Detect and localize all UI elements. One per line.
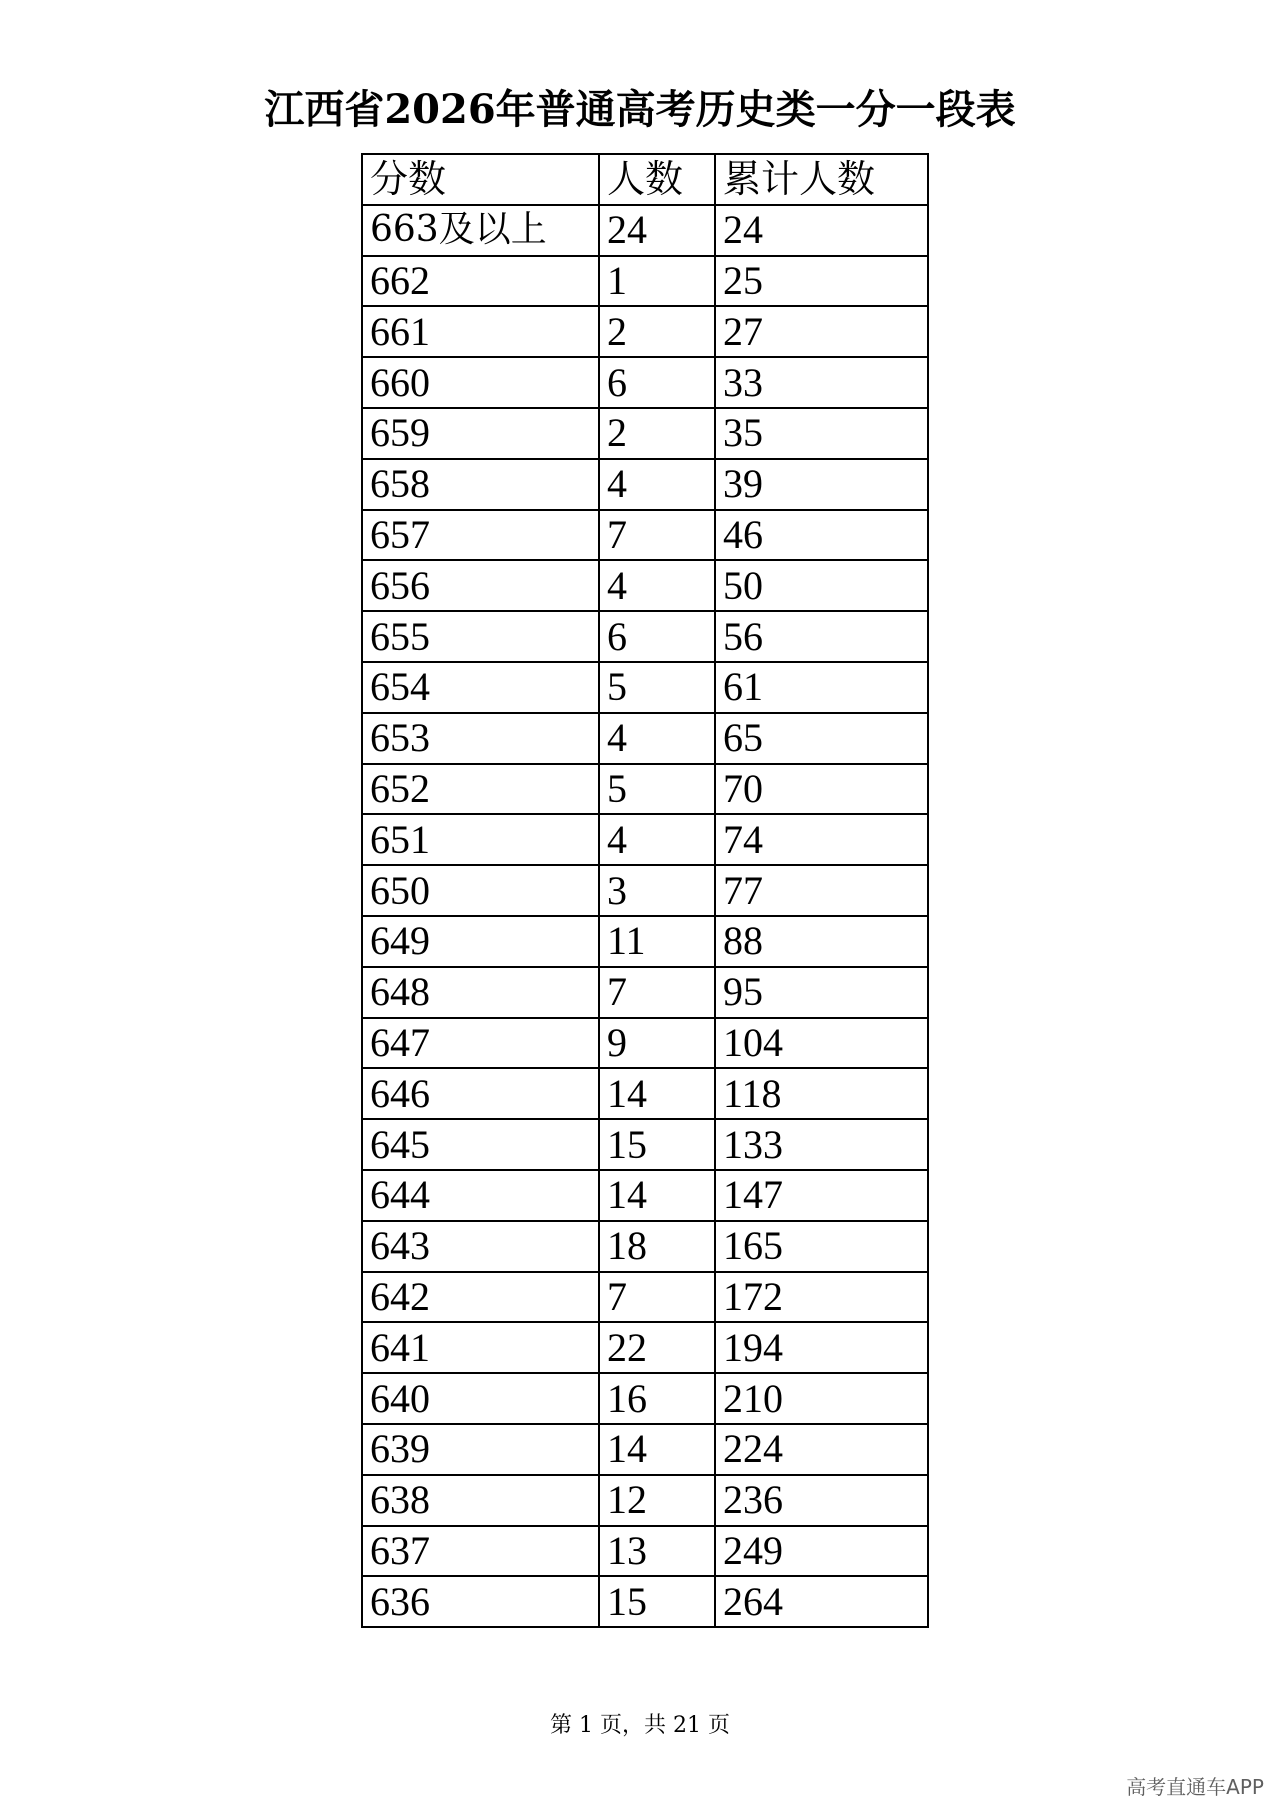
score-cell: 647 (362, 1018, 599, 1069)
table-row (362, 560, 928, 611)
table-row (362, 1373, 928, 1424)
cumulative-cell: 65 (715, 713, 928, 764)
score-cell: 642 (362, 1272, 599, 1323)
table-row (362, 1018, 928, 1069)
score-cell: 639 (362, 1424, 599, 1475)
table-row (362, 1221, 928, 1272)
cumulative-cell: 104 (715, 1018, 928, 1069)
score-cell: 656 (362, 560, 599, 611)
score-cell: 657 (362, 510, 599, 561)
count-cell: 15 (599, 1576, 715, 1627)
count-cell: 5 (599, 764, 715, 815)
cumulative-cell: 95 (715, 967, 928, 1018)
cumulative-cell: 61 (715, 662, 928, 713)
count-cell: 18 (599, 1221, 715, 1272)
table-row (362, 1068, 928, 1119)
cumulative-cell: 46 (715, 510, 928, 561)
cumulative-cell: 264 (715, 1576, 928, 1627)
cumulative-cell: 35 (715, 408, 928, 459)
cumulative-cell: 147 (715, 1170, 928, 1221)
count-cell: 14 (599, 1068, 715, 1119)
count-cell: 4 (599, 459, 715, 510)
table-row (362, 967, 928, 1018)
score-cell: 637 (362, 1526, 599, 1577)
count-cell: 4 (599, 713, 715, 764)
cumulative-cell: 236 (715, 1475, 928, 1526)
table-row (362, 306, 928, 357)
cumulative-cell: 165 (715, 1221, 928, 1272)
score-cell: 654 (362, 662, 599, 713)
table-row (362, 1119, 928, 1170)
cumulative-cell: 77 (715, 865, 928, 916)
count-cell: 2 (599, 306, 715, 357)
cumulative-cell: 172 (715, 1272, 928, 1323)
table-row (362, 408, 928, 459)
score-cell: 640 (362, 1373, 599, 1424)
count-cell: 3 (599, 865, 715, 916)
count-cell: 16 (599, 1373, 715, 1424)
watermark-logo: 高考直通车APP (1126, 1775, 1264, 1799)
count-cell: 7 (599, 967, 715, 1018)
table-row (362, 205, 928, 256)
score-cell: 645 (362, 1119, 599, 1170)
table-row (362, 1272, 928, 1323)
count-cell: 7 (599, 1272, 715, 1323)
count-cell: 12 (599, 1475, 715, 1526)
table-row (362, 1322, 928, 1373)
count-cell: 4 (599, 814, 715, 865)
score-cell: 653 (362, 713, 599, 764)
count-cell: 13 (599, 1526, 715, 1577)
score-cell: 644 (362, 1170, 599, 1221)
table-row (362, 865, 928, 916)
table-row (362, 764, 928, 815)
cumulative-cell: 133 (715, 1119, 928, 1170)
header-cumulative: 累计人数 (715, 154, 928, 205)
cumulative-cell: 33 (715, 357, 928, 408)
header-score: 分数 (362, 154, 599, 205)
table-row (362, 256, 928, 307)
cumulative-cell: 210 (715, 1373, 928, 1424)
count-cell: 1 (599, 256, 715, 307)
table-row (362, 814, 928, 865)
count-cell: 14 (599, 1170, 715, 1221)
table-row (362, 357, 928, 408)
table-row (362, 713, 928, 764)
cumulative-cell: 74 (715, 814, 928, 865)
cumulative-cell: 56 (715, 611, 928, 662)
count-cell: 4 (599, 560, 715, 611)
count-cell: 15 (599, 1119, 715, 1170)
table-row (362, 662, 928, 713)
score-cell: 662 (362, 256, 599, 307)
count-cell: 6 (599, 357, 715, 408)
score-cell: 648 (362, 967, 599, 1018)
table-row (362, 1576, 928, 1627)
count-cell: 5 (599, 662, 715, 713)
score-cell: 663及以上 (362, 205, 599, 256)
score-cell: 643 (362, 1221, 599, 1272)
table-body (362, 205, 928, 1627)
cumulative-cell: 88 (715, 916, 928, 967)
cumulative-cell: 39 (715, 459, 928, 510)
score-distribution-table (361, 153, 929, 1628)
count-cell: 9 (599, 1018, 715, 1069)
count-cell: 7 (599, 510, 715, 561)
cumulative-cell: 25 (715, 256, 928, 307)
score-cell: 636 (362, 1576, 599, 1627)
count-cell: 11 (599, 916, 715, 967)
table-row (362, 510, 928, 561)
score-cell: 660 (362, 357, 599, 408)
score-cell: 652 (362, 764, 599, 815)
count-cell: 22 (599, 1322, 715, 1373)
table-row (362, 916, 928, 967)
score-cell: 651 (362, 814, 599, 865)
cumulative-cell: 194 (715, 1322, 928, 1373)
table-header-row (362, 154, 928, 205)
table-row (362, 1170, 928, 1221)
score-cell: 658 (362, 459, 599, 510)
score-cell: 649 (362, 916, 599, 967)
count-cell: 24 (599, 205, 715, 256)
table-row (362, 1526, 928, 1577)
document-title: 江西省2026年普通高考历史类一分一段表 (264, 86, 1016, 133)
score-cell: 661 (362, 306, 599, 357)
count-cell: 2 (599, 408, 715, 459)
table-row (362, 611, 928, 662)
table-row (362, 1424, 928, 1475)
table-row (362, 459, 928, 510)
table-row (362, 1475, 928, 1526)
cumulative-cell: 24 (715, 205, 928, 256)
score-cell: 638 (362, 1475, 599, 1526)
score-cell: 646 (362, 1068, 599, 1119)
cumulative-cell: 118 (715, 1068, 928, 1119)
cumulative-cell: 70 (715, 764, 928, 815)
score-cell: 650 (362, 865, 599, 916)
cumulative-cell: 27 (715, 306, 928, 357)
header-count: 人数 (599, 154, 715, 205)
cumulative-cell: 224 (715, 1424, 928, 1475)
cumulative-cell: 249 (715, 1526, 928, 1577)
score-cell: 659 (362, 408, 599, 459)
score-cell: 641 (362, 1322, 599, 1373)
count-cell: 14 (599, 1424, 715, 1475)
cumulative-cell: 50 (715, 560, 928, 611)
page-number-footer: 第 1 页，共 21 页 (550, 1713, 730, 1738)
score-cell: 655 (362, 611, 599, 662)
count-cell: 6 (599, 611, 715, 662)
